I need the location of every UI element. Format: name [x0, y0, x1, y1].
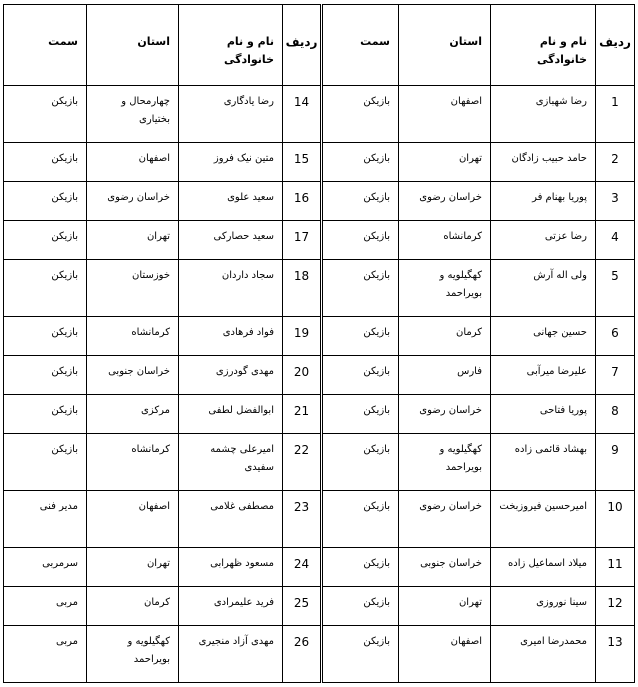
province-cell: خراسان جنوبی: [87, 356, 179, 395]
province-cell: کرمانشاه: [87, 434, 179, 491]
role-cell: بازیکن: [4, 395, 87, 434]
row-number-cell: 18: [283, 260, 322, 317]
role-cell: بازیکن: [4, 260, 87, 317]
role-cell: بازیکن: [322, 260, 399, 317]
person-name-cell: امیرحسین فیروزبخت: [491, 491, 596, 548]
person-name-cell: سجاد داردان: [179, 260, 283, 317]
province-cell: کرمان: [399, 317, 491, 356]
province-cell: خوزستان: [87, 260, 179, 317]
role-cell: بازیکن: [4, 356, 87, 395]
row-number-cell: 3: [596, 182, 635, 221]
row-number-cell: 17: [283, 221, 322, 260]
role-cell: سرمربی: [4, 548, 87, 587]
province-cell: چهارمحال و بختیاری: [87, 86, 179, 143]
province-cell: اصفهان: [399, 626, 491, 683]
province-cell: کرمانشاه: [399, 221, 491, 260]
person-name-cell: میلاد اسماعیل زاده: [491, 548, 596, 587]
table-row: [4, 587, 635, 626]
row-number-cell: 1: [596, 86, 635, 143]
province-cell: اصفهان: [87, 491, 179, 548]
person-name-cell: پوریا بهنام فر: [491, 182, 596, 221]
province-cell: کرمان: [87, 587, 179, 626]
person-name-cell: فواد فرهادی: [179, 317, 283, 356]
row-number-cell: 20: [283, 356, 322, 395]
role-cell: بازیکن: [4, 317, 87, 356]
province-cell: اصفهان: [399, 86, 491, 143]
header-province: استان: [399, 5, 491, 86]
role-cell: بازیکن: [4, 221, 87, 260]
role-cell: بازیکن: [322, 587, 399, 626]
role-cell: بازیکن: [4, 86, 87, 143]
row-number-cell: 2: [596, 143, 635, 182]
role-cell: بازیکن: [322, 182, 399, 221]
role-cell: بازیکن: [322, 434, 399, 491]
province-cell: خراسان رضوی: [399, 491, 491, 548]
header-row-no: ردیف: [283, 5, 322, 86]
row-number-cell: 22: [283, 434, 322, 491]
province-cell: کهگیلویه و بویراحمد: [399, 434, 491, 491]
province-cell: مرکزی: [87, 395, 179, 434]
table-row: [4, 356, 635, 395]
table-row: [4, 317, 635, 356]
person-name-cell: سینا نوروزی: [491, 587, 596, 626]
table-row: [4, 86, 635, 143]
role-cell: بازیکن: [322, 86, 399, 143]
person-name-cell: بهشاد قائمی زاده: [491, 434, 596, 491]
person-name-cell: پوریا فتاحی: [491, 395, 596, 434]
header-row-no: ردیف: [596, 5, 635, 86]
table-row: [4, 395, 635, 434]
row-number-cell: 26: [283, 626, 322, 683]
role-cell: بازیکن: [322, 548, 399, 587]
table-row: [4, 143, 635, 182]
row-number-cell: 21: [283, 395, 322, 434]
header-role: سمت: [322, 5, 399, 86]
row-number-cell: 25: [283, 587, 322, 626]
table-row: [4, 626, 635, 683]
province-cell: خراسان جنوبی: [399, 548, 491, 587]
row-number-cell: 6: [596, 317, 635, 356]
person-name-cell: ولی اله آرش: [491, 260, 596, 317]
role-cell: بازیکن: [322, 143, 399, 182]
person-name-cell: رضا یادگاری: [179, 86, 283, 143]
role-cell: بازیکن: [4, 434, 87, 491]
person-name-cell: مصطفی غلامی: [179, 491, 283, 548]
row-number-cell: 5: [596, 260, 635, 317]
role-cell: بازیکن: [322, 221, 399, 260]
province-cell: تهران: [87, 548, 179, 587]
province-cell: اصفهان: [87, 143, 179, 182]
table-row: [4, 221, 635, 260]
person-name-cell: ابوالفضل لطفی: [179, 395, 283, 434]
role-cell: بازیکن: [322, 626, 399, 683]
row-number-cell: 8: [596, 395, 635, 434]
province-cell: تهران: [87, 221, 179, 260]
person-name-cell: مسعود ظهرابی: [179, 548, 283, 587]
province-cell: تهران: [399, 587, 491, 626]
row-number-cell: 10: [596, 491, 635, 548]
row-number-cell: 4: [596, 221, 635, 260]
table-row: [4, 491, 635, 548]
row-number-cell: 14: [283, 86, 322, 143]
person-name-cell: امیرعلی چشمه سفیدی: [179, 434, 283, 491]
role-cell: بازیکن: [4, 143, 87, 182]
person-name-cell: سعید حصارکی: [179, 221, 283, 260]
province-cell: فارس: [399, 356, 491, 395]
row-number-cell: 7: [596, 356, 635, 395]
province-cell: خراسان رضوی: [399, 395, 491, 434]
row-number-cell: 13: [596, 626, 635, 683]
role-cell: بازیکن: [4, 182, 87, 221]
table-row: [4, 182, 635, 221]
row-number-cell: 24: [283, 548, 322, 587]
row-number-cell: 19: [283, 317, 322, 356]
province-cell: خراسان رضوی: [87, 182, 179, 221]
row-number-cell: 23: [283, 491, 322, 548]
table-row: [4, 434, 635, 491]
person-name-cell: متین نیک فروز: [179, 143, 283, 182]
row-number-cell: 9: [596, 434, 635, 491]
table-row: [4, 548, 635, 587]
role-cell: مربی: [4, 626, 87, 683]
person-name-cell: رضا عزتی: [491, 221, 596, 260]
person-name-cell: علیرضا میرآبی: [491, 356, 596, 395]
table-row: [4, 260, 635, 317]
header-role: سمت: [4, 5, 87, 86]
person-name-cell: مهدی گودرزی: [179, 356, 283, 395]
row-number-cell: 16: [283, 182, 322, 221]
role-cell: مدیر فنی: [4, 491, 87, 548]
row-number-cell: 15: [283, 143, 322, 182]
person-name-cell: حسین جهانی: [491, 317, 596, 356]
person-name-cell: حامد حبیب زادگان: [491, 143, 596, 182]
role-cell: بازیکن: [322, 356, 399, 395]
person-name-cell: مهدی آزاد منجیری: [179, 626, 283, 683]
province-cell: کهگیلویه و بویراحمد: [87, 626, 179, 683]
row-number-cell: 11: [596, 548, 635, 587]
person-name-cell: سعید علوی: [179, 182, 283, 221]
person-name-cell: محمدرضا امیری: [491, 626, 596, 683]
header-name: نام و نام خانوادگی: [491, 5, 596, 86]
person-name-cell: رضا شهبازی: [491, 86, 596, 143]
row-number-cell: 12: [596, 587, 635, 626]
header-row: [4, 5, 635, 86]
person-name-cell: فرید علیمرادی: [179, 587, 283, 626]
province-cell: خراسان رضوی: [399, 182, 491, 221]
header-name: نام و نام خانوادگی: [179, 5, 283, 86]
role-cell: بازیکن: [322, 395, 399, 434]
header-province: استان: [87, 5, 179, 86]
province-cell: کهگیلویه و بویراحمد: [399, 260, 491, 317]
province-cell: کرمانشاه: [87, 317, 179, 356]
role-cell: بازیکن: [322, 317, 399, 356]
province-cell: تهران: [399, 143, 491, 182]
role-cell: مربی: [4, 587, 87, 626]
roster-table: [3, 4, 635, 683]
role-cell: بازیکن: [322, 491, 399, 548]
